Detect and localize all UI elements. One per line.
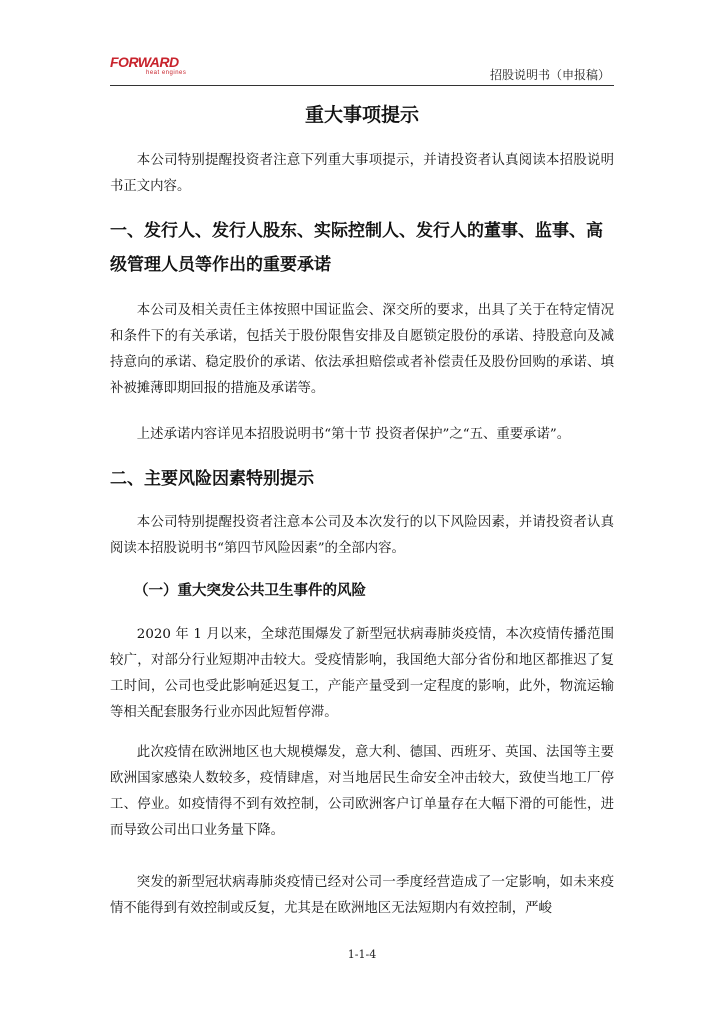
logo-tagline: heat engines xyxy=(146,70,187,76)
page-header xyxy=(110,50,614,90)
subsection1-paragraph-2: 此次疫情在欧洲地区也大规模爆发，意大利、德国、西班牙、英国、法国等主要欧洲国家感染人数较多，疫情肆虐，对当地居民生命安全冲击较大，致使当地工厂停工、停业。如疫情得不到有效控制，公司欧洲客户订单量存在大幅下滑的可能性，进而导致公司出口业务量下降。 xyxy=(110,745,614,838)
section2-paragraph-1: 本公司特别提醒投资者注意本公司及本次发行的以下风险因素，并请投资者认真阅读本招股说明书“第四节风险因素”的全部内容。 xyxy=(110,515,614,556)
header-divider xyxy=(110,85,614,86)
section1-paragraph-2: 上述承诺内容详见本招股说明书“第十节 投资者保护”之“五、重要承诺”。 xyxy=(136,427,571,442)
company-logo xyxy=(110,54,200,82)
document-type: 招股说明书（申报稿） xyxy=(489,68,610,82)
subsection1-paragraph-3: 突发的新型冠状病毒肺炎疫情已经对公司一季度经营造成了一定影响，如未来疫情不能得到有效控制或反复，尤其是在欧洲地区无法短期内有效控制，严峻 xyxy=(110,875,614,916)
subsection1-paragraph-1: 2020 年 1 月以来，全球范围爆发了新型冠状病毒肺炎疫情，本次疫情传播范围较广，对部分行业短期冲击较大。受疫情影响，我国绝大部分省份和地区都推迟了复工时间，公司也受此影响延迟复工，产能产量受到一定程度的影响，此外，物流运输等相关配套服务行业亦因此短暂停滞。 xyxy=(110,627,614,720)
section1-paragraph-1: 本公司及相关责任主体按照中国证监会、深交所的要求，出具了关于在特定情况和条件下的有关承诺，包括关于股份限售安排及自愿锁定股份的承诺、持股意向及减持意向的承诺、稳定股价的承诺、依法承担赔偿或者补偿责任及股份回购的承诺、填补被摊薄即期回报的措施及承诺等。 xyxy=(110,303,614,396)
section1-heading: 一、发行人、发行人股东、实际控制人、发行人的董事、监事、高级管理人员等作出的重要承诺 xyxy=(110,221,603,275)
logo-wordmark: FORWARD xyxy=(110,54,179,70)
subsection1-heading: （一）重大突发公共卫生事件的风险 xyxy=(134,583,366,599)
intro-paragraph: 本公司特别提醒投资者注意下列重大事项提示，并请投资者认真阅读本招股说明书正文内容。 xyxy=(110,153,614,194)
page-number: 1-1-4 xyxy=(347,948,377,961)
page-title: 重大事项提示 xyxy=(304,104,419,126)
section2-heading: 二、主要风险因素特别提示 xyxy=(110,469,314,489)
